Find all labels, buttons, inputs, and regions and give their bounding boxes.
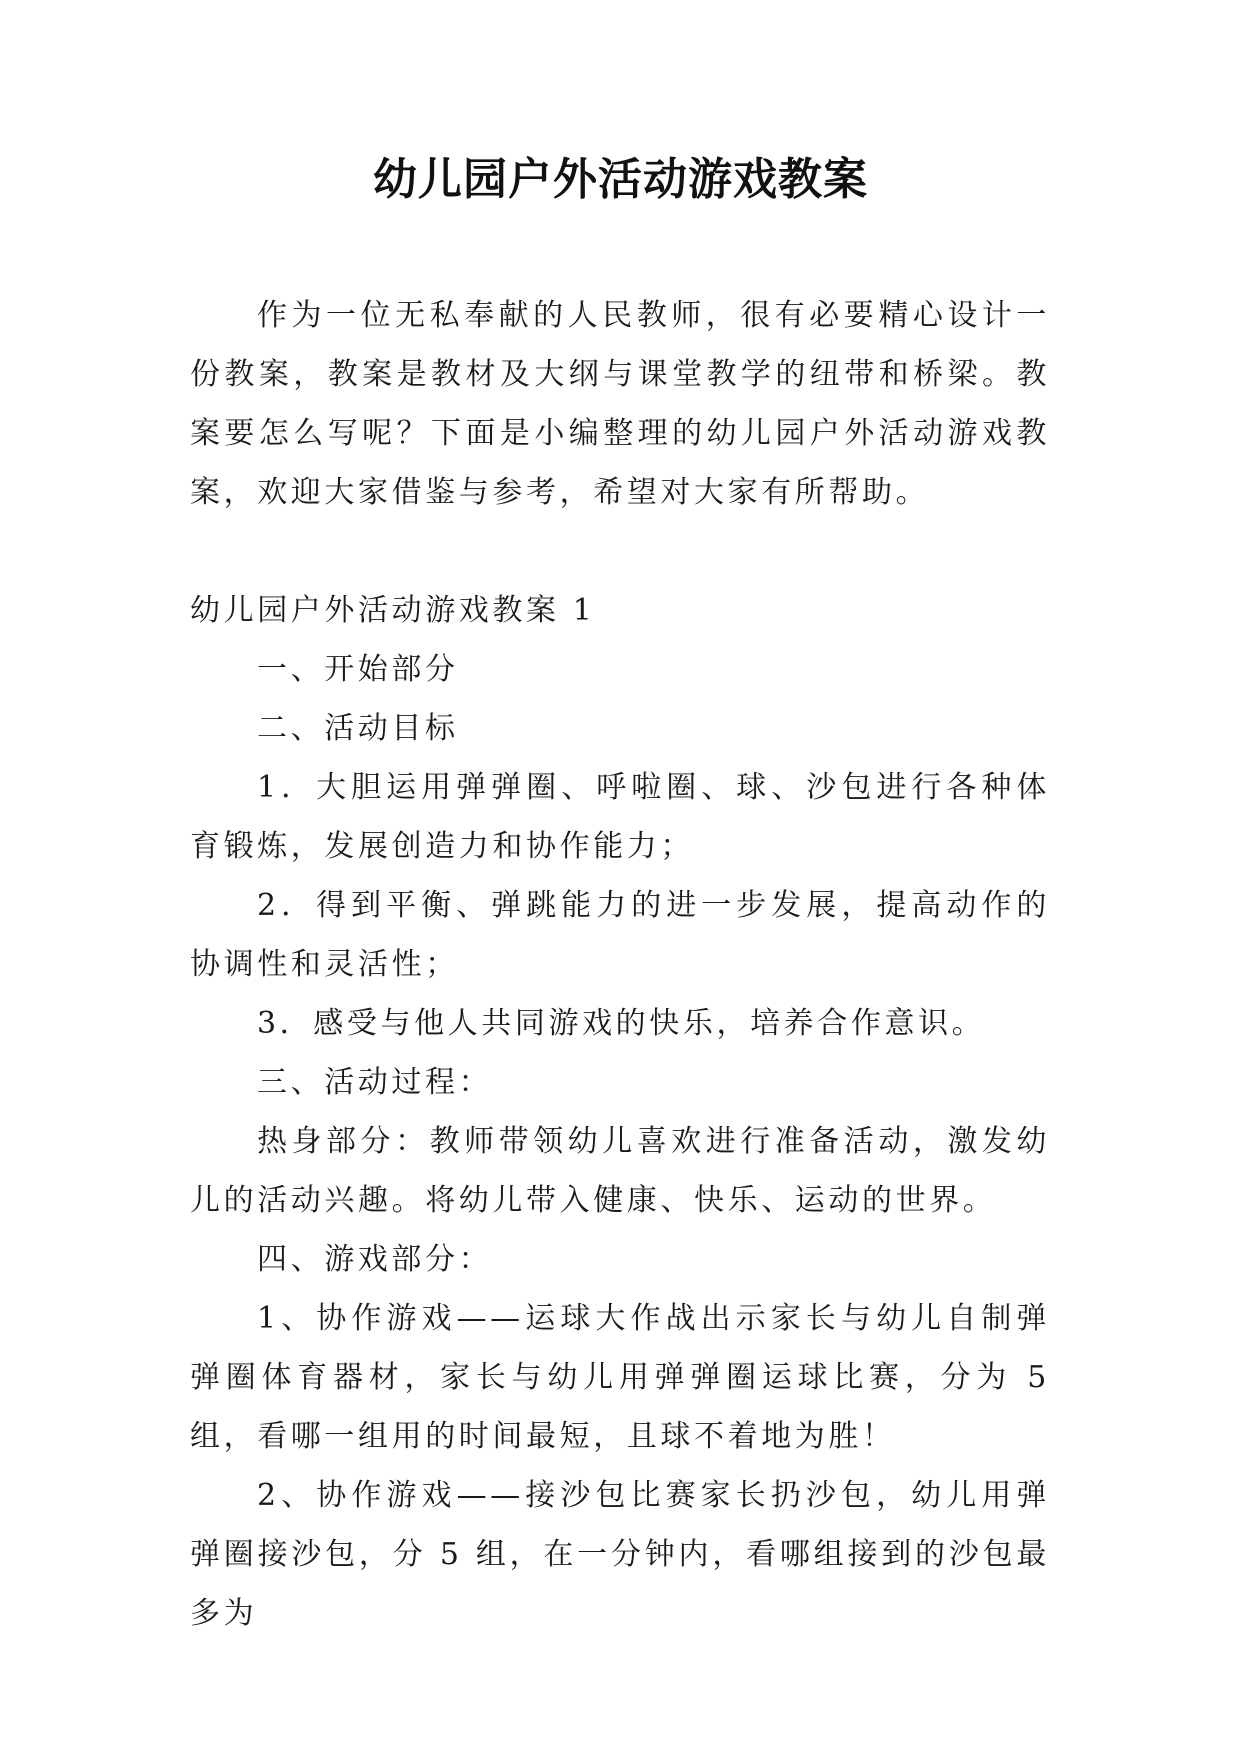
paragraph-activity-process: 三、活动过程： [257, 1065, 493, 1100]
paragraph-start-part: 一、开始部分 [257, 652, 459, 687]
paragraph-goal-3: 3．感受与他人共同游戏的快乐，培养合作意识。 [257, 1006, 986, 1041]
intro-paragraph: 作为一位无私奉献的人民教师，很有必要精心设计一份教案，教案是教材及大纲与课堂教学的纽带和桥梁。教案要怎么写呢？下面是小编整理的幼儿园户外活动游戏教案，欢迎大家借鉴与参考，希望对大家有所帮助。 [190, 298, 1050, 510]
paragraph-goal-2: 2．得到平衡、弹跳能力的进一步发展，提高动作的协调性和灵活性； [190, 888, 1050, 982]
paragraph-goal-1: 1．大胆运用弹弹圈、呼啦圈、球、沙包进行各种体育锻炼，发展创造力和协作能力； [190, 770, 1050, 864]
paragraph-warmup: 热身部分：教师带领幼儿喜欢进行准备活动，激发幼儿的活动兴趣。将幼儿带入健康、快乐、运动的世界。 [190, 1124, 1050, 1218]
document-body [190, 286, 1050, 1643]
paragraph-game-2: 2、协作游戏——接沙包比赛家长扔沙包，幼儿用弹弹圈接沙包，分 5 组，在一分钟内，看哪组接到的沙包最多为 [190, 1478, 1050, 1631]
paragraph-game-1: 1、协作游戏——运球大作战出示家长与幼儿自制弹弹圈体育器材，家长与幼儿用弹弹圈运球比赛，分为 5 组，看哪一组用的时间最短，且球不着地为胜！ [190, 1301, 1050, 1454]
section-heading: 幼儿园户外活动游戏教案 1 [190, 593, 596, 628]
document-title: 幼儿园户外活动游戏教案 [373, 154, 868, 205]
paragraph-activity-goals: 二、活动目标 [257, 711, 459, 746]
paragraph-game-part: 四、游戏部分： [257, 1242, 493, 1277]
